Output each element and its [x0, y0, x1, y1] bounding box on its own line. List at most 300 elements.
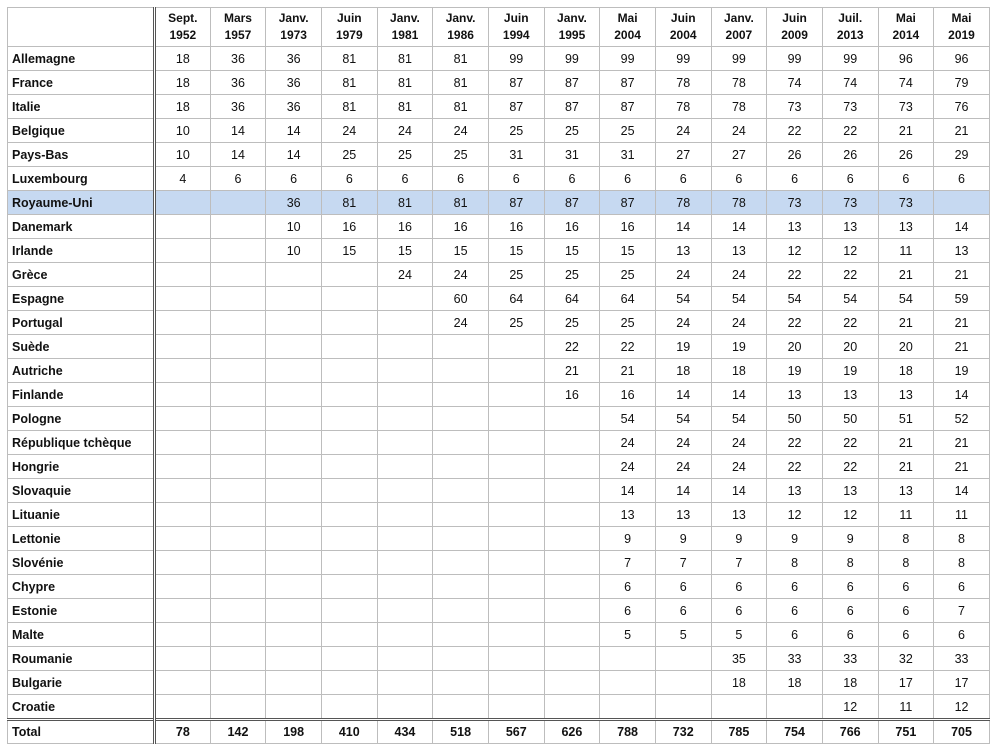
seat-count-cell: 99: [822, 47, 878, 71]
total-value-cell: 410: [321, 720, 377, 744]
seat-count-cell: 16: [544, 215, 600, 239]
seat-count-cell: [321, 527, 377, 551]
seat-count-cell: 5: [711, 623, 767, 647]
seat-count-cell: [155, 383, 211, 407]
seat-count-cell: 18: [711, 359, 767, 383]
seat-count-cell: 22: [767, 311, 823, 335]
seat-count-cell: 19: [655, 335, 711, 359]
column-header-month: Juin: [336, 11, 362, 25]
column-header-month: Janv.: [278, 11, 309, 25]
seat-count-cell: 81: [321, 47, 377, 71]
seat-count-cell: 22: [767, 431, 823, 455]
seat-count-cell: 81: [433, 71, 489, 95]
seat-count-cell: 25: [433, 143, 489, 167]
total-value-cell: 567: [488, 720, 544, 744]
seat-count-cell: 21: [934, 119, 990, 143]
column-header-year: 1981: [391, 28, 419, 42]
seat-count-cell: 76: [934, 95, 990, 119]
seat-count-cell: [377, 623, 433, 647]
seat-count-cell: [488, 503, 544, 527]
seat-count-cell: 14: [266, 143, 322, 167]
seat-count-cell: 6: [767, 575, 823, 599]
country-cell: Lettonie: [8, 527, 155, 551]
seat-count-cell: 6: [934, 575, 990, 599]
seat-count-cell: 13: [655, 239, 711, 263]
seat-count-cell: [433, 527, 489, 551]
seat-count-cell: 6: [488, 167, 544, 191]
seat-count-cell: 24: [655, 431, 711, 455]
seat-count-cell: 7: [711, 551, 767, 575]
seat-count-cell: [210, 287, 266, 311]
seat-count-cell: 87: [600, 95, 656, 119]
country-cell: Danemark: [8, 215, 155, 239]
seat-count-cell: 81: [321, 191, 377, 215]
seat-count-cell: 9: [711, 527, 767, 551]
seat-count-cell: 73: [878, 95, 934, 119]
seat-count-cell: 21: [934, 455, 990, 479]
seat-count-cell: 7: [655, 551, 711, 575]
seat-count-cell: [433, 695, 489, 720]
column-header: [600, 8, 656, 47]
seat-count-cell: 24: [655, 119, 711, 143]
seat-count-cell: 6: [655, 599, 711, 623]
seat-count-cell: 19: [767, 359, 823, 383]
seat-count-cell: 31: [600, 143, 656, 167]
seat-count-cell: 7: [600, 551, 656, 575]
seat-count-cell: 81: [377, 71, 433, 95]
seat-count-cell: [210, 647, 266, 671]
column-header: [934, 8, 990, 47]
seat-count-cell: [433, 647, 489, 671]
seat-count-cell: [266, 623, 322, 647]
seat-count-cell: 87: [488, 95, 544, 119]
seat-count-cell: 25: [488, 311, 544, 335]
table-row: [8, 431, 990, 455]
seat-count-cell: 8: [822, 551, 878, 575]
seat-count-cell: [155, 503, 211, 527]
table-row: [8, 503, 990, 527]
seat-count-cell: 8: [934, 551, 990, 575]
seat-count-cell: 81: [433, 95, 489, 119]
seat-count-cell: 21: [934, 431, 990, 455]
seat-count-cell: [155, 191, 211, 215]
header-corner-cell: [8, 8, 155, 47]
seat-count-cell: 87: [544, 191, 600, 215]
column-header: [822, 8, 878, 47]
seat-count-cell: [377, 551, 433, 575]
seat-count-cell: [266, 671, 322, 695]
column-header-month: Sept.: [168, 11, 198, 25]
seat-count-cell: 7: [934, 599, 990, 623]
seat-count-cell: 6: [600, 599, 656, 623]
column-header: [210, 8, 266, 47]
column-header-year: 2007: [725, 28, 753, 42]
column-header: [488, 8, 544, 47]
seat-count-cell: 25: [488, 119, 544, 143]
seat-count-cell: 6: [266, 167, 322, 191]
seat-count-cell: 14: [210, 143, 266, 167]
column-header: [878, 8, 934, 47]
seat-count-cell: [321, 263, 377, 287]
seat-count-cell: 15: [433, 239, 489, 263]
table-row: [8, 287, 990, 311]
seat-count-cell: 54: [711, 407, 767, 431]
seat-count-cell: 19: [822, 359, 878, 383]
seat-count-cell: [210, 575, 266, 599]
seat-count-cell: [155, 359, 211, 383]
seat-count-cell: 6: [878, 575, 934, 599]
table-row: [8, 215, 990, 239]
seat-count-cell: 78: [655, 95, 711, 119]
seat-count-cell: 6: [711, 599, 767, 623]
seat-count-cell: [266, 479, 322, 503]
country-cell: Espagne: [8, 287, 155, 311]
column-header-month: Juin: [503, 11, 529, 25]
seat-count-cell: 18: [655, 359, 711, 383]
seat-count-cell: [488, 407, 544, 431]
seat-count-cell: 29: [934, 143, 990, 167]
seat-count-cell: 8: [934, 527, 990, 551]
seat-count-cell: 25: [488, 263, 544, 287]
seat-count-cell: 6: [711, 167, 767, 191]
seat-count-cell: 18: [822, 671, 878, 695]
seat-count-cell: 13: [934, 239, 990, 263]
seat-count-cell: 15: [321, 239, 377, 263]
country-cell: Malte: [8, 623, 155, 647]
table-row: [8, 407, 990, 431]
column-header-year: 2004: [669, 28, 697, 42]
seat-count-cell: [210, 239, 266, 263]
seat-count-cell: 36: [210, 47, 266, 71]
seat-count-cell: 79: [934, 71, 990, 95]
seat-count-cell: [155, 431, 211, 455]
country-cell: Belgique: [8, 119, 155, 143]
column-header: [655, 8, 711, 47]
seat-count-cell: [321, 383, 377, 407]
column-header-year: 1995: [558, 28, 586, 42]
seat-count-cell: [266, 503, 322, 527]
seat-count-cell: 18: [711, 671, 767, 695]
seat-count-cell: 73: [767, 95, 823, 119]
seat-count-cell: [155, 239, 211, 263]
seat-count-cell: 24: [377, 119, 433, 143]
seat-count-cell: [210, 527, 266, 551]
column-header-year: 1957: [224, 28, 252, 42]
seat-count-cell: 14: [266, 119, 322, 143]
seat-count-cell: 22: [822, 263, 878, 287]
seat-count-cell: 81: [377, 191, 433, 215]
country-cell: Pologne: [8, 407, 155, 431]
seat-count-cell: 14: [711, 383, 767, 407]
seat-count-cell: 64: [544, 287, 600, 311]
seat-count-cell: 74: [767, 71, 823, 95]
seat-count-cell: [488, 383, 544, 407]
seat-count-cell: 78: [711, 191, 767, 215]
seat-count-cell: 6: [767, 599, 823, 623]
seats-table: [7, 7, 990, 744]
seat-count-cell: [210, 311, 266, 335]
seat-count-cell: 14: [934, 383, 990, 407]
seat-count-cell: 13: [767, 479, 823, 503]
seat-count-cell: 81: [433, 191, 489, 215]
country-cell: Chypre: [8, 575, 155, 599]
seat-count-cell: 6: [711, 575, 767, 599]
seat-count-cell: 21: [878, 119, 934, 143]
seat-count-cell: [210, 191, 266, 215]
seat-count-cell: 87: [488, 191, 544, 215]
seat-count-cell: 87: [488, 71, 544, 95]
seat-count-cell: 13: [878, 479, 934, 503]
seat-count-cell: 22: [544, 335, 600, 359]
seat-count-cell: 22: [767, 455, 823, 479]
seat-count-cell: [210, 503, 266, 527]
seat-count-cell: 81: [433, 47, 489, 71]
country-cell: Autriche: [8, 359, 155, 383]
column-header: [711, 8, 767, 47]
seat-count-cell: [266, 383, 322, 407]
country-cell: Roumanie: [8, 647, 155, 671]
seat-count-cell: [544, 527, 600, 551]
table-row: [8, 239, 990, 263]
seat-count-cell: 6: [767, 167, 823, 191]
country-cell: Croatie: [8, 695, 155, 720]
seat-count-cell: [321, 647, 377, 671]
column-header: [266, 8, 322, 47]
seat-count-cell: 99: [600, 47, 656, 71]
seat-count-cell: 24: [433, 263, 489, 287]
seat-count-cell: [433, 479, 489, 503]
table-row: [8, 47, 990, 71]
column-header-month: Juin: [670, 11, 696, 25]
country-cell: Portugal: [8, 311, 155, 335]
seat-count-cell: 16: [600, 383, 656, 407]
seat-count-cell: 25: [544, 311, 600, 335]
seat-count-cell: [210, 551, 266, 575]
seat-count-cell: [210, 215, 266, 239]
seat-count-cell: [210, 407, 266, 431]
table-row: [8, 311, 990, 335]
seat-count-cell: 87: [600, 71, 656, 95]
seat-count-cell: 59: [934, 287, 990, 311]
seat-count-cell: 18: [155, 71, 211, 95]
seat-count-cell: 33: [934, 647, 990, 671]
table-row: [8, 551, 990, 575]
seat-count-cell: 33: [767, 647, 823, 671]
seat-count-cell: [934, 191, 990, 215]
seat-count-cell: 81: [321, 95, 377, 119]
seat-count-cell: 25: [600, 263, 656, 287]
seat-count-cell: 73: [822, 95, 878, 119]
seat-count-cell: 14: [711, 215, 767, 239]
seat-count-cell: [155, 215, 211, 239]
column-header: [433, 8, 489, 47]
column-header: [767, 8, 823, 47]
seat-count-cell: 21: [544, 359, 600, 383]
seat-count-cell: [321, 695, 377, 720]
seat-count-cell: 18: [155, 95, 211, 119]
seat-count-cell: 16: [321, 215, 377, 239]
seat-count-cell: 9: [822, 527, 878, 551]
seat-count-cell: [155, 671, 211, 695]
seat-count-cell: 78: [655, 191, 711, 215]
seat-count-cell: 99: [767, 47, 823, 71]
seat-count-cell: 9: [767, 527, 823, 551]
seat-count-cell: 24: [433, 119, 489, 143]
country-cell: Luxembourg: [8, 167, 155, 191]
seat-count-cell: [155, 335, 211, 359]
seat-count-cell: 25: [544, 263, 600, 287]
column-header-month: Mai: [951, 11, 972, 25]
seat-count-cell: [544, 407, 600, 431]
seat-count-cell: 24: [711, 455, 767, 479]
seat-count-cell: [266, 551, 322, 575]
seat-count-cell: 78: [711, 95, 767, 119]
seat-count-cell: 16: [600, 215, 656, 239]
seat-count-cell: 33: [822, 647, 878, 671]
seat-count-cell: 21: [878, 431, 934, 455]
seat-count-cell: 12: [822, 503, 878, 527]
seat-count-cell: [321, 407, 377, 431]
table-row: [8, 599, 990, 623]
seat-count-cell: 13: [822, 479, 878, 503]
seat-count-cell: 24: [433, 311, 489, 335]
table-header: [8, 8, 990, 47]
seat-count-cell: 26: [822, 143, 878, 167]
table-row: [8, 359, 990, 383]
table-row: [8, 95, 990, 119]
total-row: [8, 720, 990, 744]
seat-count-cell: 21: [934, 311, 990, 335]
seat-count-cell: 24: [321, 119, 377, 143]
seat-count-cell: 6: [321, 167, 377, 191]
seat-count-cell: [544, 671, 600, 695]
seat-count-cell: 99: [655, 47, 711, 71]
column-header-year: 1952: [169, 28, 197, 42]
total-value-cell: 754: [767, 720, 823, 744]
column-header-year: 2014: [892, 28, 920, 42]
seat-count-cell: 16: [544, 383, 600, 407]
seat-count-cell: [433, 599, 489, 623]
seat-count-cell: 6: [544, 167, 600, 191]
seat-count-cell: 52: [934, 407, 990, 431]
table-row: [8, 479, 990, 503]
seat-count-cell: 64: [488, 287, 544, 311]
seat-count-cell: 31: [488, 143, 544, 167]
seat-count-cell: [266, 311, 322, 335]
table-row: [8, 695, 990, 720]
seat-count-cell: [155, 575, 211, 599]
seat-count-cell: 27: [655, 143, 711, 167]
seat-count-cell: 73: [822, 191, 878, 215]
seat-count-cell: 6: [878, 623, 934, 647]
seat-count-cell: 99: [488, 47, 544, 71]
seat-count-cell: 54: [711, 287, 767, 311]
seat-count-cell: 31: [544, 143, 600, 167]
seat-count-cell: 17: [934, 671, 990, 695]
seat-count-cell: 22: [767, 119, 823, 143]
seat-count-cell: [600, 671, 656, 695]
seat-count-cell: 81: [377, 95, 433, 119]
seat-count-cell: [488, 431, 544, 455]
seat-count-cell: 36: [266, 47, 322, 71]
seat-count-cell: [377, 287, 433, 311]
seat-count-cell: 81: [321, 71, 377, 95]
seat-count-cell: 78: [655, 71, 711, 95]
seat-count-cell: [266, 575, 322, 599]
seat-count-cell: 6: [878, 599, 934, 623]
seat-count-cell: 20: [822, 335, 878, 359]
country-cell: Irlande: [8, 239, 155, 263]
seat-count-cell: 74: [878, 71, 934, 95]
table-row: [8, 143, 990, 167]
seat-count-cell: [377, 407, 433, 431]
country-cell: Italie: [8, 95, 155, 119]
column-header-month: Janv.: [723, 11, 754, 25]
seat-count-cell: [377, 695, 433, 720]
seat-count-cell: 78: [711, 71, 767, 95]
seat-count-cell: [711, 695, 767, 720]
seat-count-cell: 13: [822, 383, 878, 407]
seat-count-cell: 54: [822, 287, 878, 311]
seat-count-cell: [321, 551, 377, 575]
seat-count-cell: [544, 455, 600, 479]
seat-count-cell: [377, 359, 433, 383]
total-value-cell: 434: [377, 720, 433, 744]
seat-count-cell: 27: [711, 143, 767, 167]
seat-count-cell: 18: [878, 359, 934, 383]
table-row: [8, 671, 990, 695]
seat-count-cell: 21: [600, 359, 656, 383]
seat-count-cell: 13: [878, 215, 934, 239]
country-cell: Hongrie: [8, 455, 155, 479]
seat-count-cell: 9: [655, 527, 711, 551]
column-header: [377, 8, 433, 47]
seat-count-cell: 5: [655, 623, 711, 647]
seat-count-cell: [488, 527, 544, 551]
seat-count-cell: [433, 359, 489, 383]
seat-count-cell: [377, 647, 433, 671]
total-value-cell: 198: [266, 720, 322, 744]
column-header-month: Mai: [895, 11, 916, 25]
seat-count-cell: [210, 695, 266, 720]
seat-count-cell: [210, 479, 266, 503]
seat-count-cell: [544, 647, 600, 671]
seat-count-cell: 15: [600, 239, 656, 263]
seat-count-cell: [488, 359, 544, 383]
seat-count-cell: 24: [711, 263, 767, 287]
seat-count-cell: 14: [934, 479, 990, 503]
seat-count-cell: 54: [767, 287, 823, 311]
column-header-year: 1986: [447, 28, 474, 42]
seat-count-cell: 36: [266, 191, 322, 215]
country-cell: Royaume-Uni: [8, 191, 155, 215]
seat-count-cell: [321, 671, 377, 695]
seat-count-cell: 11: [934, 503, 990, 527]
seat-count-cell: [377, 383, 433, 407]
seat-count-cell: [488, 335, 544, 359]
seat-count-cell: [488, 671, 544, 695]
country-cell: Estonie: [8, 599, 155, 623]
seat-count-cell: [210, 383, 266, 407]
seat-count-cell: 6: [878, 167, 934, 191]
seat-count-cell: [488, 479, 544, 503]
seat-count-cell: 87: [544, 95, 600, 119]
seat-count-cell: 6: [822, 599, 878, 623]
seat-count-cell: [544, 479, 600, 503]
seat-count-cell: 22: [822, 311, 878, 335]
seat-count-cell: [210, 671, 266, 695]
table-row: [8, 167, 990, 191]
